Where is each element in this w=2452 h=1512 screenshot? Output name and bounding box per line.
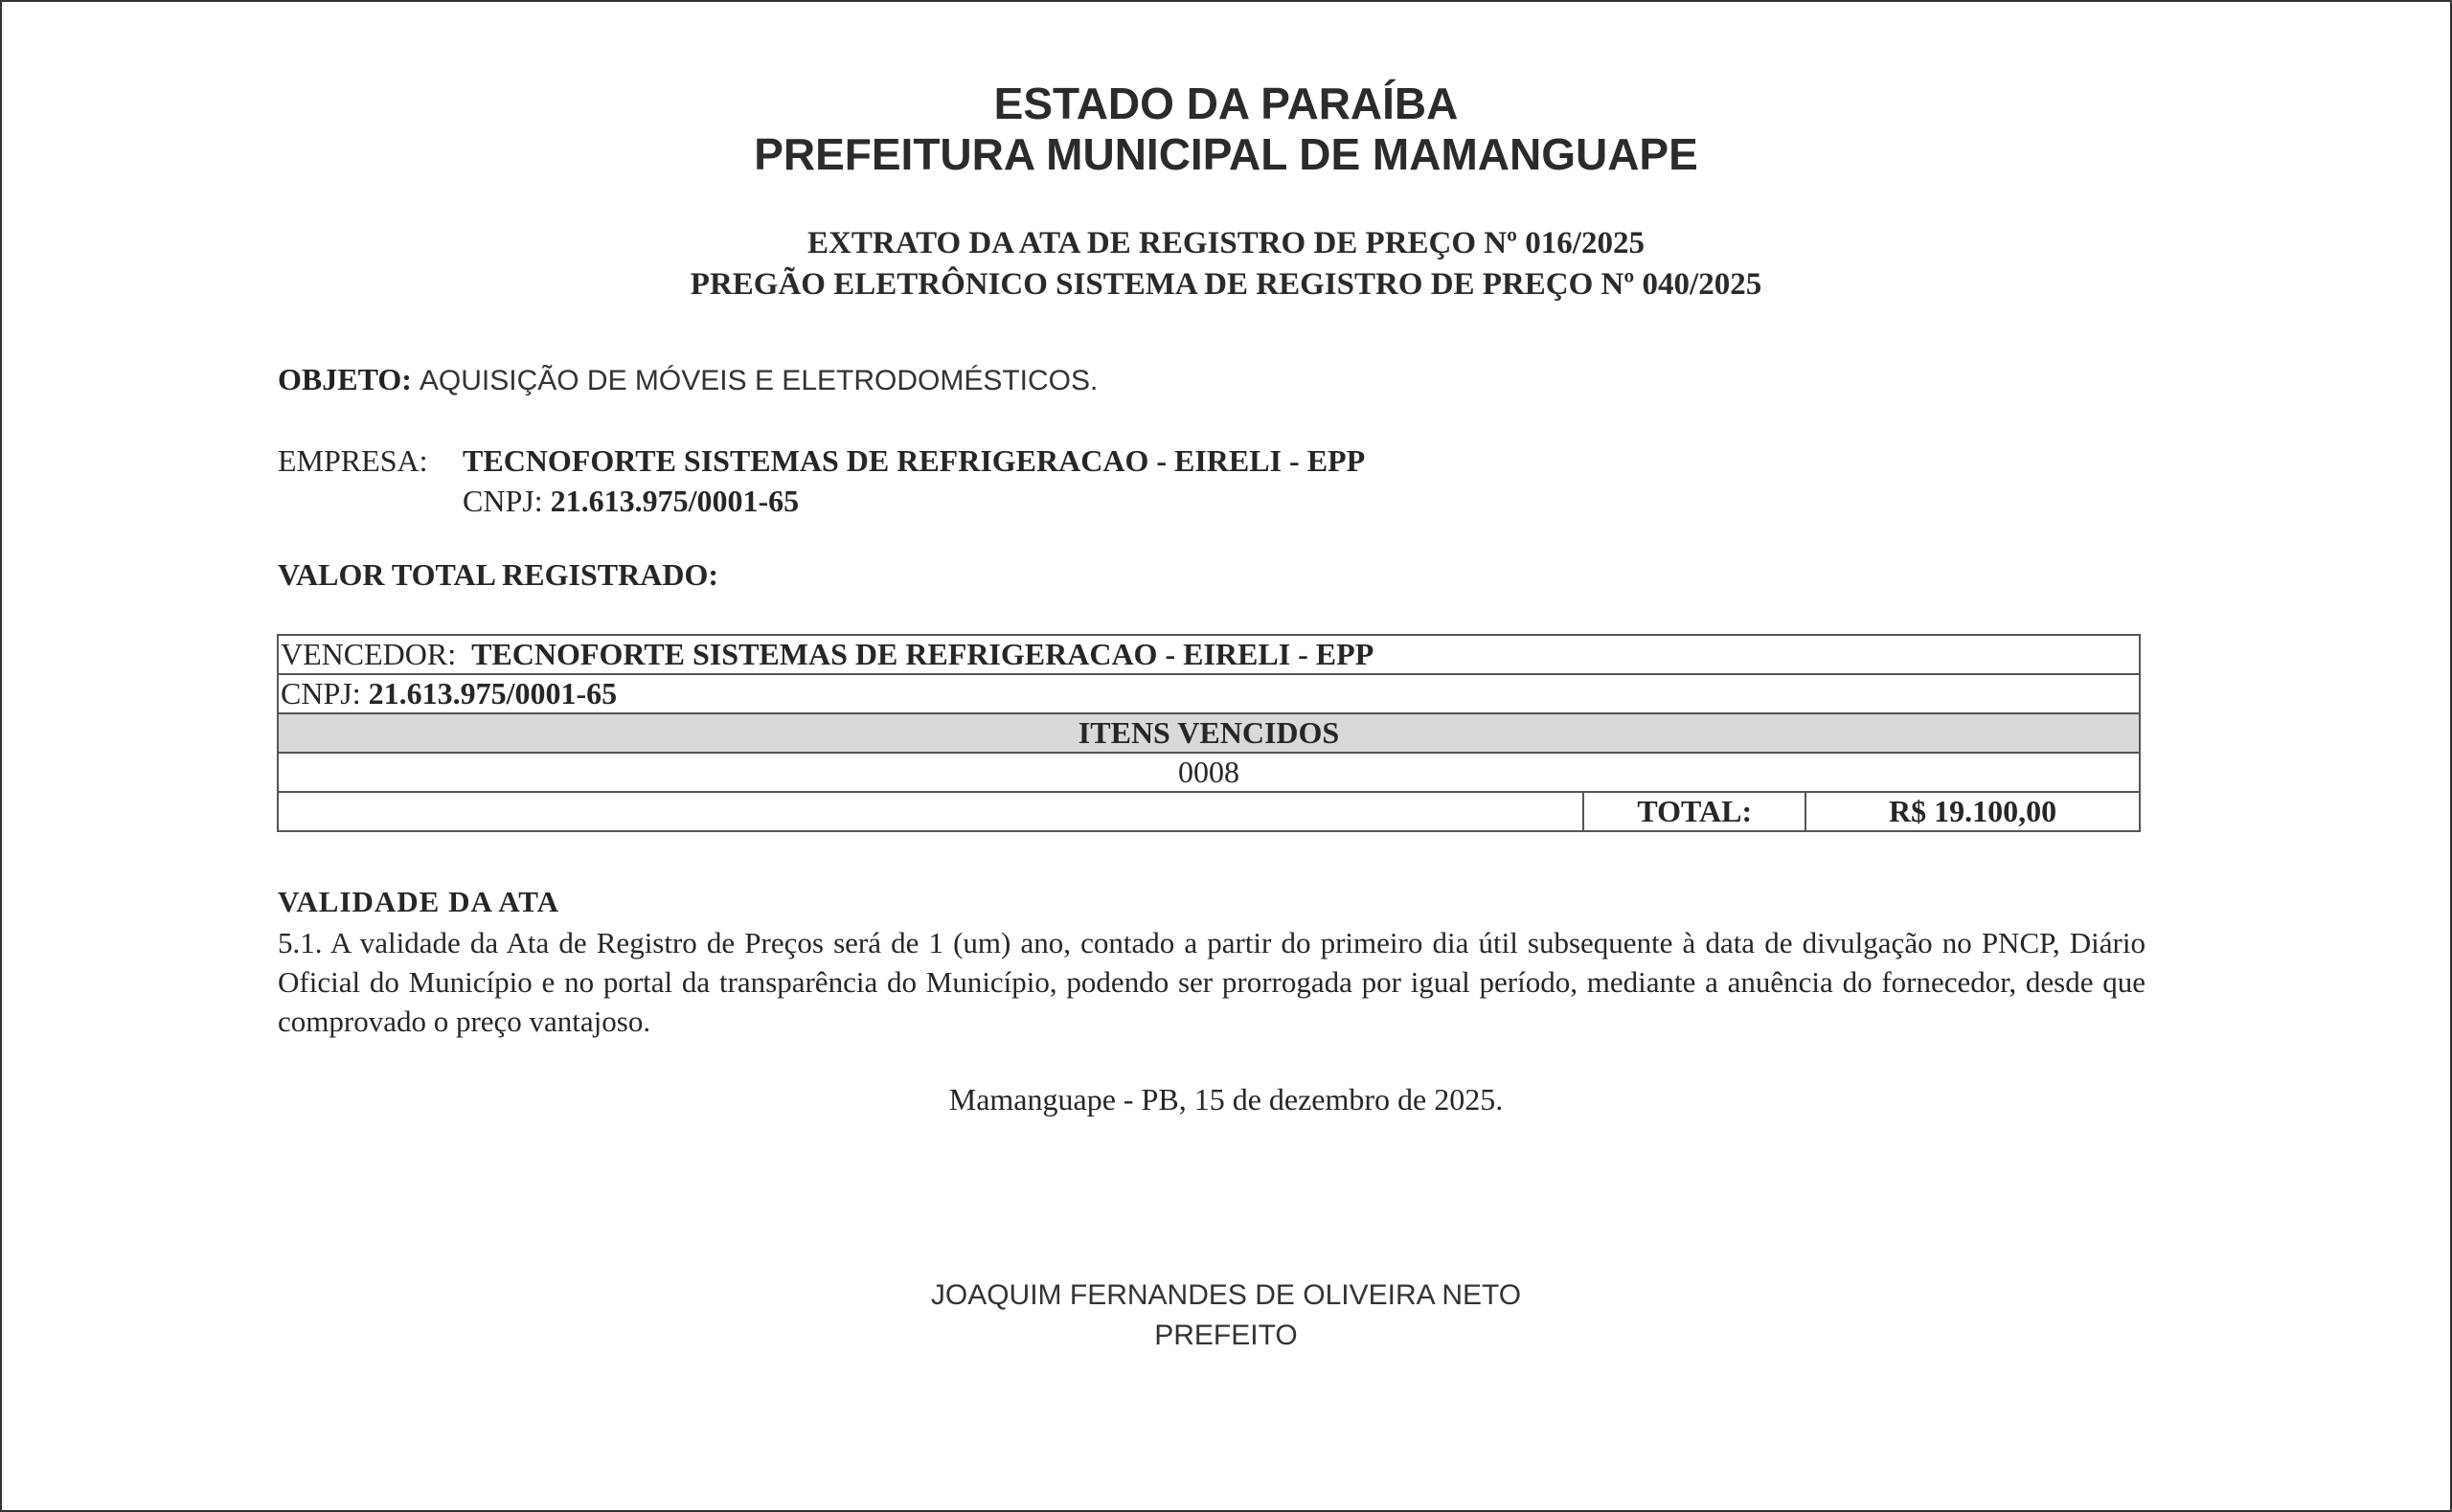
cnpj-row (278, 674, 2140, 713)
date-line: Mamanguape - PB, 15 de dezembro de 2025. (948, 1082, 1504, 1117)
total-value: R$ 19.100,00 (1805, 792, 2140, 831)
item-number: 0008 (278, 753, 2140, 792)
table-cnpj-label: CNPJ: (281, 676, 361, 711)
objeto-value: AQUISIÇÃO DE MÓVEIS E ELETRODOMÉSTICOS. (419, 365, 1099, 396)
objeto-label: OBJETO: (278, 362, 412, 396)
empresa-label: EMPRESA: (278, 443, 428, 478)
signature-name: JOAQUIM FERNANDES DE OLIVEIRA NETO (930, 1279, 1522, 1311)
validade-text: 5.1. A validade da Ata de Registro de Preços será de 1 (um) ano, contado a partir do primeiro dia útil subsequente à data de divulgação no PNCP, Diário Oficial do Município e no portal da transparência do Município, podendo ser prorrogada por igual período, mediante a anuência do fornecedor, desde que comprovado o preço vantajoso. (278, 926, 2146, 1038)
total-row (278, 792, 2140, 831)
empresa-cnpj-value: 21.613.975/0001-65 (550, 484, 800, 518)
header (2, 79, 2450, 180)
item-row (278, 753, 2140, 792)
cnpj-cell (278, 674, 2140, 713)
vencedor-label: VENCEDOR: (281, 637, 457, 671)
empresa-name: TECNOFORTE SISTEMAS DE REFRIGERACAO - EIRELI - EPP (463, 443, 1366, 478)
header-prefecture: PREFEITURA MUNICIPAL DE MAMANGUAPE (754, 129, 1698, 179)
itens-header-row (278, 713, 2140, 753)
pregao-title: PREGÃO ELETRÔNICO SISTEMA DE REGISTRO DE PREÇO Nº 040/2025 (690, 267, 1762, 302)
vencedor-cell (278, 635, 2140, 674)
itens-header: ITENS VENCIDOS (278, 713, 2140, 753)
validade-title: VALIDADE DA ATA (278, 885, 560, 918)
table-cnpj-value: 21.613.975/0001-65 (368, 676, 618, 711)
vencedor-row (278, 635, 2140, 674)
empresa-cnpj-label: CNPJ: (463, 484, 543, 518)
total-label: TOTAL: (1583, 792, 1805, 831)
signature-block (2, 1275, 2450, 1356)
vencedor-name: TECNOFORTE SISTEMAS DE REFRIGERACAO - EIRELI - EPP (471, 637, 1374, 671)
objeto-line (278, 362, 1098, 397)
header-state: ESTADO DA PARAÍBA (993, 79, 1459, 128)
valor-total-label: VALOR TOTAL REGISTRADO: (278, 557, 718, 592)
empresa-block (278, 440, 1365, 521)
results-table (277, 634, 2141, 832)
document-title (2, 223, 2450, 305)
extract-title: EXTRATO DA ATA DE REGISTRO DE PREÇO Nº 016/2025 (807, 226, 1645, 260)
total-empty-cell (278, 792, 1583, 831)
signature-role: PREFEITO (1154, 1320, 1298, 1351)
